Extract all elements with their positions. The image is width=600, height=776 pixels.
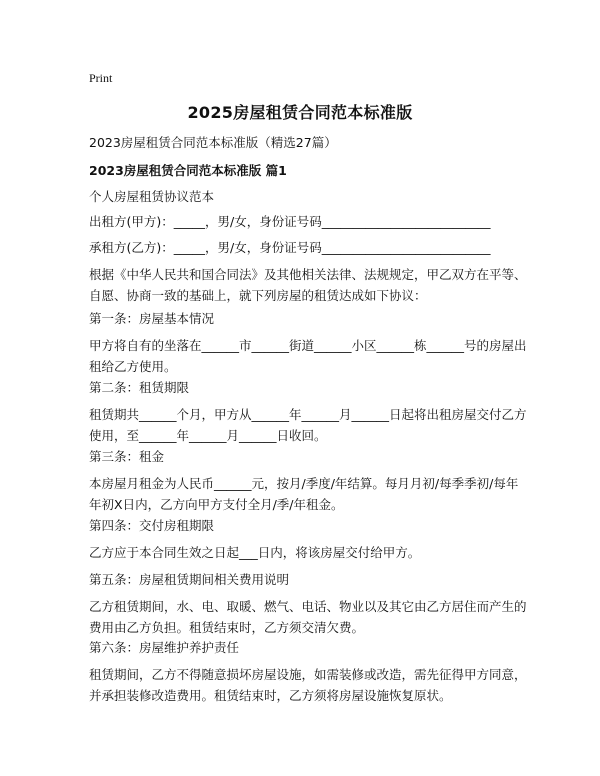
- contract-title: 个人房屋租赁协议范本: [89, 189, 215, 204]
- page-title: 2025房屋租赁合同范本标准版: [187, 103, 413, 122]
- clause-body: 本房屋月租金为人民币______元，按月/季度/年结算。每月月初/每季季初/每年年初X日内，乙方向甲方支付全月/季/年租金。: [89, 476, 519, 512]
- clause-body: 租赁期共______个月，甲方从______年______月______日起将出租房屋交付乙方使用，至______年______月______日收回。: [89, 407, 527, 443]
- clause-heading: 第四条：交付房租期限: [89, 518, 215, 533]
- clause-heading: 第二条：租赁期限: [89, 380, 190, 395]
- clause-body: 甲方将自有的坐落在______市______街道______小区______栋______号的房屋出租给乙方使用。: [89, 338, 527, 374]
- clause-heading: 第三条：租金: [89, 449, 165, 464]
- lessor-line: 出租方(甲方)：_____，男/女，身份证号码___________________________: [89, 214, 491, 229]
- lessee-line: 承租方(乙方)：_____，男/女，身份证号码___________________________: [89, 240, 491, 255]
- clause-body: 乙方应于本合同生效之日起___日内，将该房屋交付给甲方。: [89, 545, 421, 560]
- clause-body: 乙方租赁期间，水、电、取暖、燃气、电话、物业以及其它由乙方居住而产生的费用由乙方负担。租赁结束时，乙方须交清欠费。: [89, 599, 527, 635]
- clause-heading: 第六条：房屋维护养护责任: [89, 640, 240, 655]
- clause-body: 租赁期间，乙方不得随意损坏房屋设施，如需装修或改造，需先征得甲方同意，并承担装修改造费用。租赁结束时，乙方须将房屋设施恢复原状。: [89, 667, 527, 703]
- print-link[interactable]: Print: [89, 71, 113, 85]
- clause-heading: 第五条：房屋租赁期间相关费用说明: [89, 572, 290, 587]
- document-subtitle: 2023房屋租赁合同范本标准版（精选27篇）: [89, 135, 337, 150]
- intro-paragraph: 根据《中华人民共和国合同法》及其他相关法律、法规规定，甲乙双方在平等、自愿、协商一致的基础上，就下列房屋的租赁达成如下协议：: [89, 267, 527, 303]
- section-heading: 2023房屋租赁合同范本标准版 篇1: [89, 163, 287, 178]
- clause-heading: 第一条：房屋基本情况: [89, 311, 215, 326]
